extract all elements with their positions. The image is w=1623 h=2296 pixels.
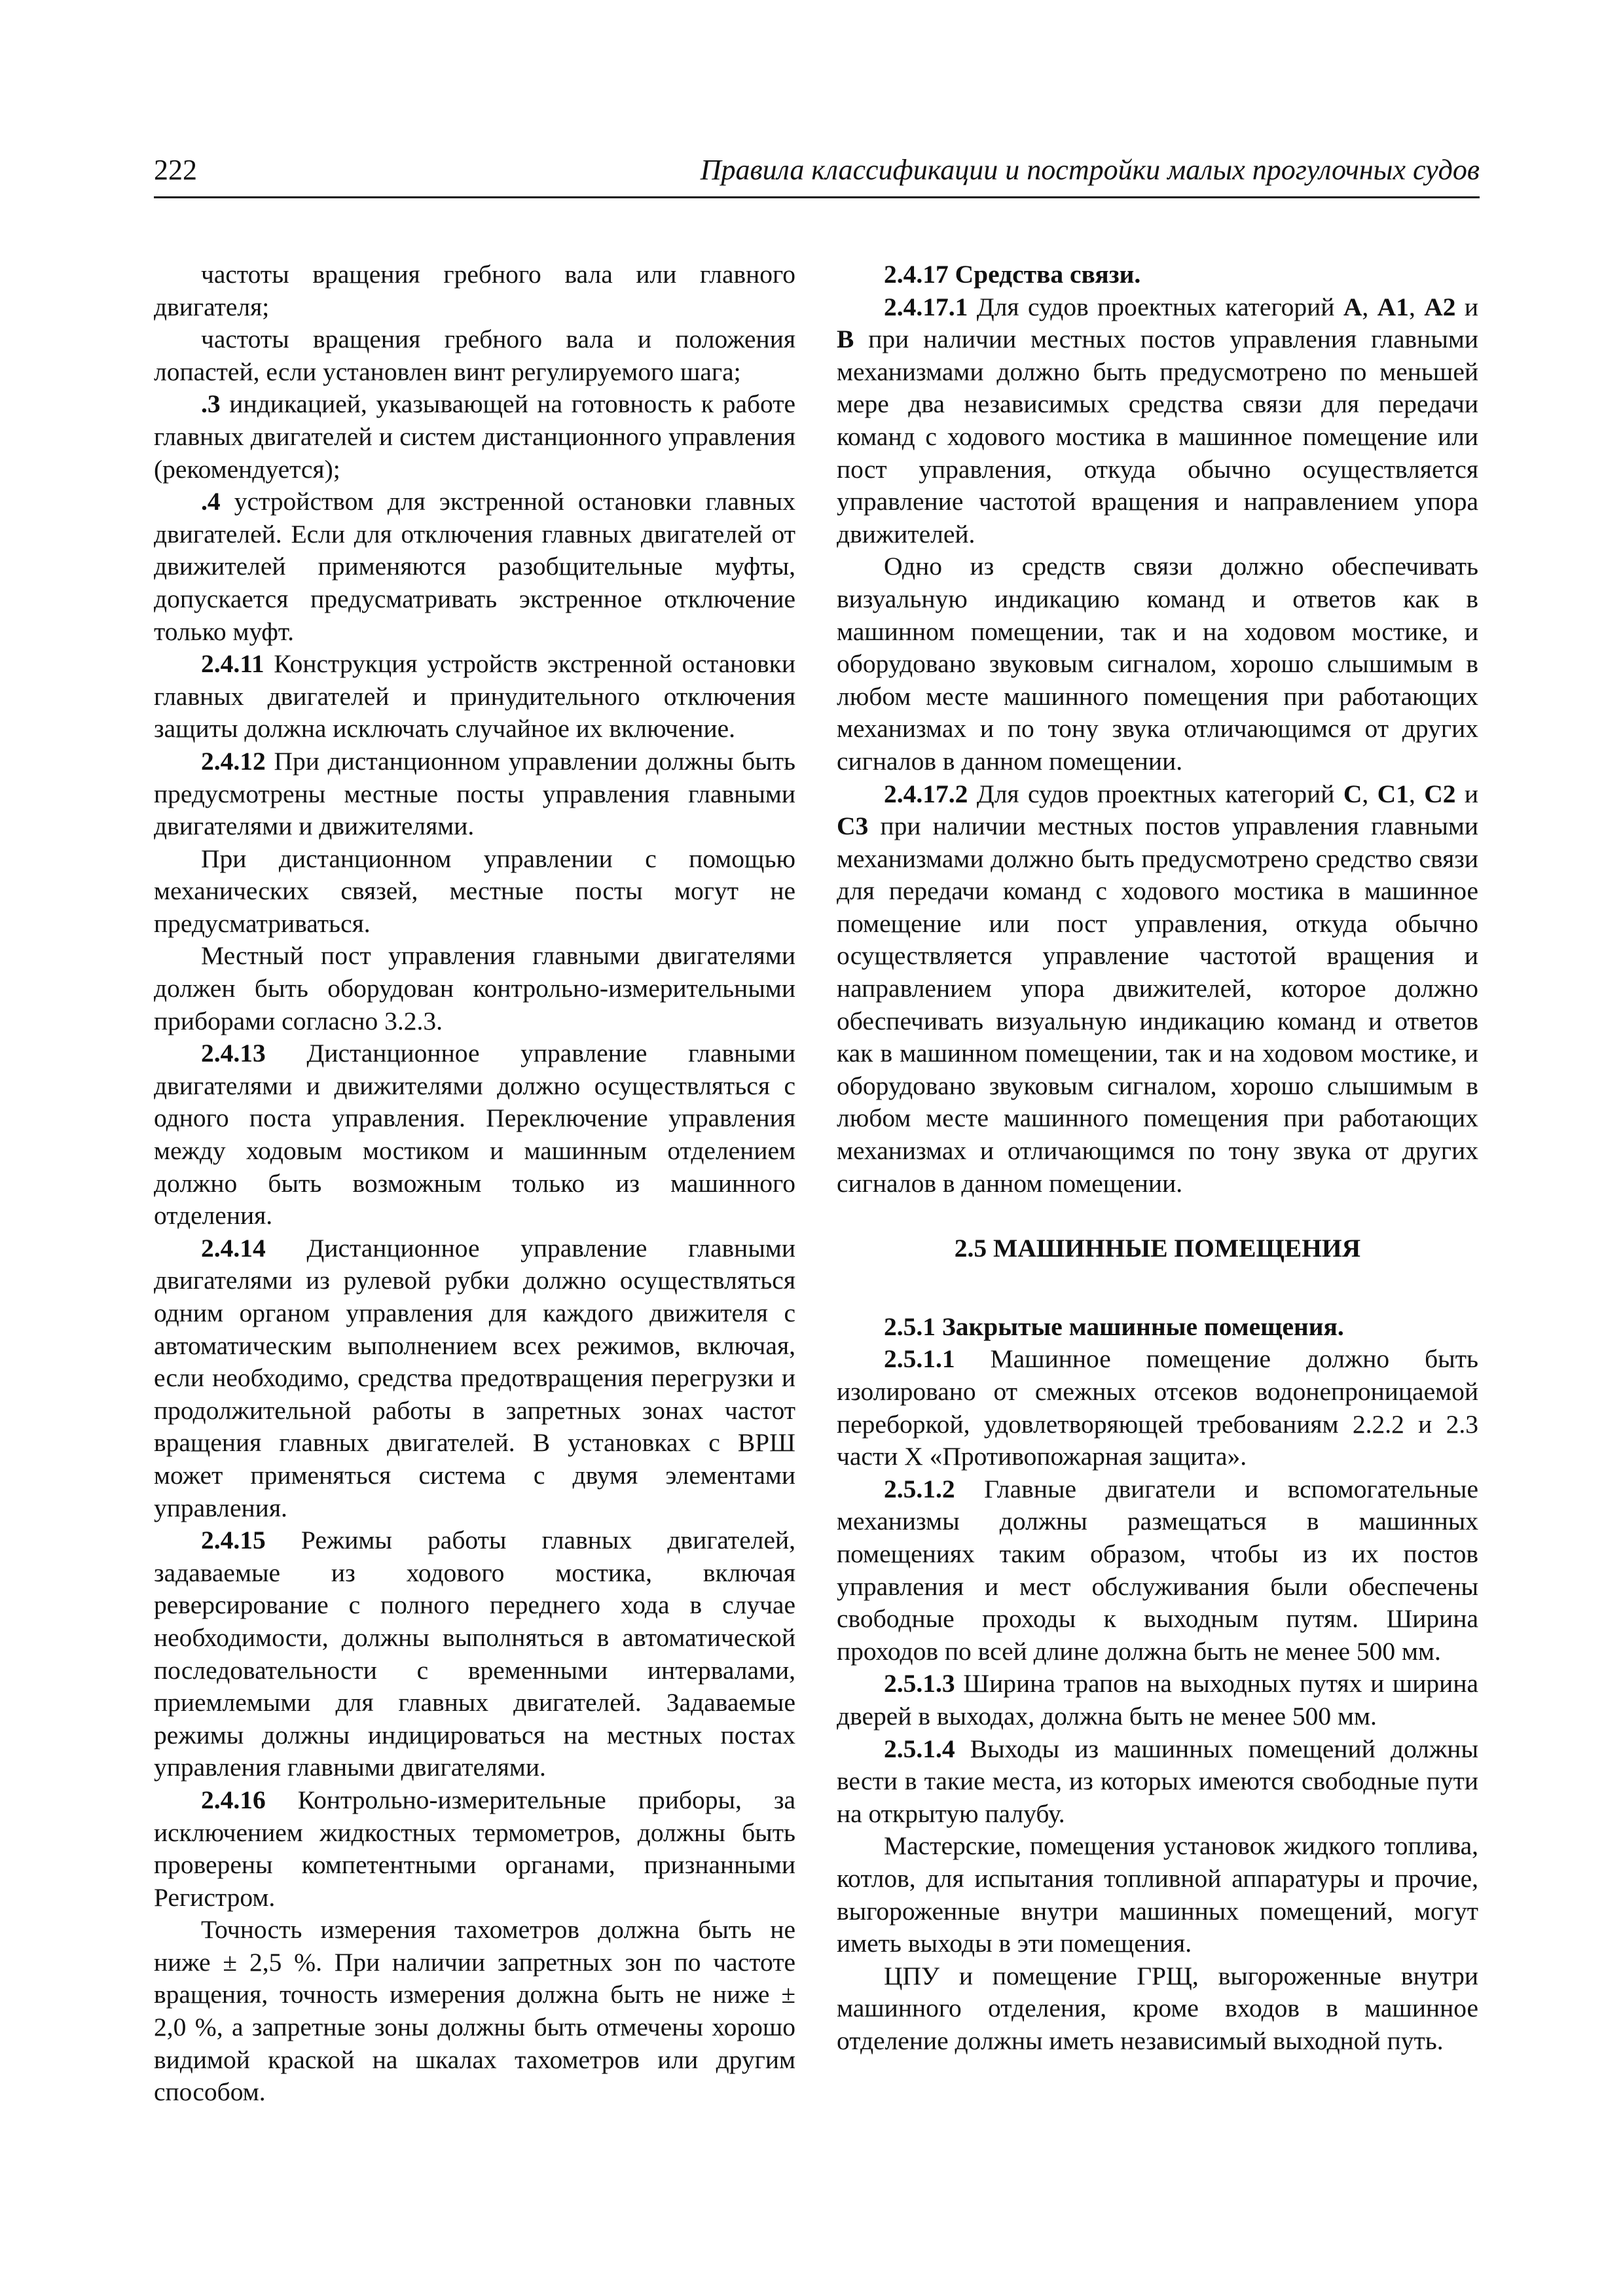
clause-number: 2.4.16 <box>201 1785 266 1814</box>
page-header <box>154 149 1480 198</box>
category-code: A2 <box>1424 292 1456 321</box>
category-code: B <box>837 325 854 354</box>
paragraph <box>837 778 1478 1200</box>
paragraph <box>154 745 795 843</box>
separator: , <box>1362 292 1377 321</box>
paragraph <box>154 1232 795 1524</box>
paragraph <box>154 648 795 745</box>
paragraph <box>154 1037 795 1232</box>
clause-number: 2.4.12 <box>201 746 266 776</box>
separator: , <box>1362 779 1377 808</box>
paragraph-text: устройством для экстренной остановки главных двигателей. Если для отключения главных двигателей от движителей применяются разобщительные муфты, допускается предусматривать экстренное отключение только муфт. <box>154 487 795 646</box>
paragraph <box>154 1784 795 1914</box>
paragraph-text: Режимы работы главных двигателей, задаваемые из ходового мостика, включая реверсирование с полного переднего хода в случае необходимости, должны выполняться в автоматической последовательности с временными интервалами, приемлемыми для главных двигателей. Задаваемые режимы должны индицироваться на местных постах управления главными двигателями. <box>154 1526 795 1782</box>
paragraph: Точность измерения тахометров должна быть не ниже ± 2,5 %. При наличии запретных зон по частоте вращения, точность измерения должна быть не ниже ± 2,0 %, а запретные зоны должны быть отмечены хорошо видимой краской на шкалах тахометров или другим способом. <box>154 1915 795 2107</box>
paragraph-text: Машинное помещение должно быть изолировано от смежных отсеков водонепроницаемой переборкой, удовлетворяющей требованиям 2.2.2 и 2.3 части X «Противопожарная защита». <box>837 1344 1478 1471</box>
paragraph-text: Для судов проектных категорий <box>968 779 1343 808</box>
paragraph-text: Контрольно-измерительные приборы, за исключением жидкостных термометров, должны быть проверены компетентными органами, признанными Регистром. <box>154 1785 795 1912</box>
separator: , <box>1408 779 1425 808</box>
paragraph <box>837 1733 1478 1831</box>
clause-number: 2.4.14 <box>201 1233 266 1263</box>
item-number: .4 <box>201 487 221 516</box>
clause-number: 2.4.17.2 <box>884 779 968 808</box>
clause-number: 2.4.15 <box>201 1526 266 1555</box>
paragraph <box>154 1524 795 1784</box>
paragraph: ЦПУ и помещение ГРЩ, выгороженные внутри машинного отделения, кроме входов в машинное отделение должны иметь независимый выходной путь. <box>837 1961 1478 2055</box>
paragraph <box>154 486 795 648</box>
paragraph: Мастерские, помещения установок жидкого топлива, котлов, для испытания топливной аппаратуры и прочие, выгороженные внутри машинных помещений, могут иметь выходы в эти помещения. <box>837 1831 1478 1958</box>
paragraph-text: Дистанционное управление главными двигателями из рулевой рубки должно осуществляться одним органом управления для каждого движителя с автоматическим выполнением всех режимов, включая, если необходимо, средства предотвращения перегрузки и продолжительной работы в запретных зонах частот вращения главных двигателей. В установках с ВРШ может применяться система с двумя элементами управления. <box>154 1233 795 1522</box>
clause-number: 2.5.1.4 <box>884 1734 955 1763</box>
subsection-heading: 2.5.1 Закрытые машинные помещения. <box>884 1312 1344 1341</box>
category-code: C3 <box>837 812 869 841</box>
paragraph-text: При дистанционном управлении должны быть предусмотрены местные посты управления главными двигателями и движителями. <box>154 746 795 841</box>
paragraph-text: Главные двигатели и вспомогательные механизмы должны размещаться в машинных помещениях таким образом, чтобы из их постов управления и мест обслуживания были обеспечены свободные проходы к выходным путям. Ширина проходов по всей длине должна быть не менее 500 мм. <box>837 1474 1478 1666</box>
clause-number: 2.4.17.1 <box>884 292 968 321</box>
category-code: C <box>1343 779 1362 808</box>
paragraph: Одно из средств связи должно обеспечивать визуальную индикацию команд и ответов как в машинном помещении, так и на ходовом мостике, и оборудовано звуковым сигналом, хорошо слышимым в любом месте машинного помещения при работающих механизмах и по тону звука отличающимся от других сигналов в данном помещении. <box>837 552 1478 776</box>
paragraph-text: Ширина трапов на выходных путях и ширина дверей в выходах, должна быть не менее 500 мм. <box>837 1669 1478 1731</box>
clause-number: 2.4.13 <box>201 1039 266 1068</box>
clause-number: 2.5.1.1 <box>884 1344 955 1374</box>
section-heading: 2.5 МАШИННЫЕ ПОМЕЩЕНИЯ <box>954 1234 1361 1263</box>
paragraph <box>837 1343 1478 1473</box>
paragraph: частоты вращения гребного вала или главного двигателя; <box>154 260 795 321</box>
left-column <box>154 259 795 2109</box>
paragraph <box>837 291 1478 551</box>
paragraph-text: индикацией, указывающей на готовность к работе главных двигателей и систем дистанционного управления (рекомендуется); <box>154 389 795 484</box>
item-number: .3 <box>201 389 221 419</box>
paragraph: При дистанционном управлении с помощью механических связей, местные посты могут не предусматриваться. <box>154 844 795 938</box>
paragraph-text: Выходы из машинных помещений должны вести в такие места, из которых имеются свободные пути на открытую палубу. <box>837 1734 1478 1828</box>
paragraph <box>837 1473 1478 1668</box>
paragraph: Местный пост управления главными двигателями должен быть оборудован контрольно-измерительными приборами согласно 3.2.3. <box>154 941 795 1035</box>
paragraph <box>837 1668 1478 1732</box>
category-code: C1 <box>1377 779 1409 808</box>
right-column <box>837 259 1478 2057</box>
paragraph-text: при наличии местных постов управления главными механизмами должно быть предусмотрено средство связи для передачи команд с ходового мостика в машинное помещение или пост управления, откуда обычно осуществляется управление частотой вращения и направлением упора движителей, которое должно обеспечивать визуальную индикацию команд и ответов как в машинном помещении, так и на ходовом мостике, и оборудовано звуковым сигналом, хорошо слышимым в любом месте машинного помещения при работающих механизмах и отличающимся по тону звука от других сигналов в данном помещении. <box>837 812 1478 1198</box>
clause-number: 2.4.11 <box>201 649 264 679</box>
conjunction: и <box>1455 292 1479 321</box>
paragraph-text: Для судов проектных категорий <box>968 292 1343 321</box>
conjunction: и <box>1455 779 1479 808</box>
paragraph-text: при наличии местных постов управления главными механизмами должно быть предусмотрено по меньшей мере два независимых средства связи для передачи команд с ходового мостика в машинное помещение или пост управления, откуда обычно осуществляется управление частотой вращения и направлением упора движителей. <box>837 325 1478 548</box>
category-code: C2 <box>1424 779 1456 808</box>
paragraph-text: Конструкция устройств экстренной остановки главных двигателей и принудительного отключения защиты должна исключать случайное их включение. <box>154 649 795 744</box>
clause-number: 2.5.1.2 <box>884 1474 955 1503</box>
clause-number: 2.5.1.3 <box>884 1669 955 1698</box>
paragraph-text: Дистанционное управление главными двигателями и движителями должно осуществляться с одного поста управления. Переключение управления между ходовым мостиком и машинным отделением должно быть возможным только из машинного отделения. <box>154 1039 795 1230</box>
separator: , <box>1408 292 1425 321</box>
running-title: Правила классификации и постройки малых прогулочных судов <box>700 154 1480 186</box>
subsection-heading: 2.4.17 Средства связи. <box>884 260 1141 289</box>
paragraph <box>154 388 795 486</box>
paragraph: частоты вращения гребного вала и положения лопастей, если установлен винт регулируемого шага; <box>154 325 795 386</box>
category-code: A <box>1343 292 1362 321</box>
page-number: 222 <box>154 154 197 186</box>
category-code: A1 <box>1377 292 1409 321</box>
